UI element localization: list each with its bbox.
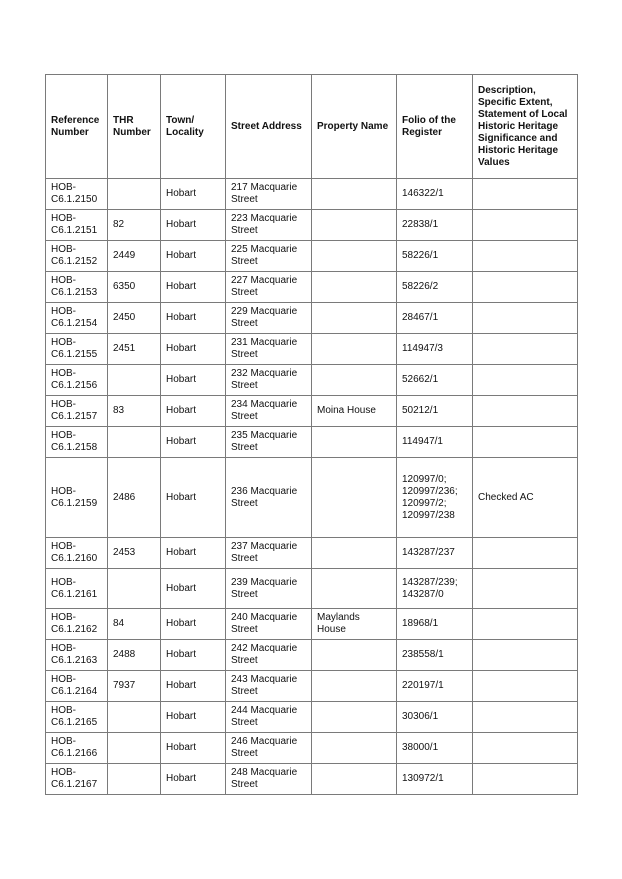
table-row — [46, 396, 578, 427]
reference-number-cell: HOB-C6.1.2157 — [46, 396, 108, 427]
thr-number-cell: 2450 — [108, 303, 161, 334]
table-row — [46, 671, 578, 702]
property-name-cell — [312, 733, 397, 764]
reference-number-cell: HOB-C6.1.2158 — [46, 427, 108, 458]
table-row — [46, 303, 578, 334]
header-reference-number: Reference Number — [46, 75, 108, 179]
description-cell — [473, 179, 578, 210]
town-cell: Hobart — [161, 458, 226, 538]
town-cell: Hobart — [161, 396, 226, 427]
folio-cell: 120997/0; 120997/236; 120997/2; 120997/238 — [397, 458, 473, 538]
town-cell: Hobart — [161, 733, 226, 764]
folio-cell: 30306/1 — [397, 702, 473, 733]
folio-cell: 220197/1 — [397, 671, 473, 702]
street-address-cell: 243 Macquarie Street — [226, 671, 312, 702]
table-row — [46, 569, 578, 609]
street-address-cell: 225 Macquarie Street — [226, 241, 312, 272]
town-cell: Hobart — [161, 272, 226, 303]
reference-number-cell: HOB-C6.1.2165 — [46, 702, 108, 733]
property-name-cell: Moina House — [312, 396, 397, 427]
property-name-cell: Maylands House — [312, 609, 397, 640]
description-cell: Checked AC — [473, 458, 578, 538]
town-cell: Hobart — [161, 764, 226, 795]
description-cell — [473, 210, 578, 241]
street-address-cell: 246 Macquarie Street — [226, 733, 312, 764]
table-row — [46, 764, 578, 795]
description-cell — [473, 334, 578, 365]
street-address-cell: 229 Macquarie Street — [226, 303, 312, 334]
description-cell — [473, 365, 578, 396]
street-address-cell: 236 Macquarie Street — [226, 458, 312, 538]
description-cell — [473, 569, 578, 609]
thr-number-cell — [108, 702, 161, 733]
folio-cell: 38000/1 — [397, 733, 473, 764]
property-name-cell — [312, 458, 397, 538]
town-cell: Hobart — [161, 671, 226, 702]
property-name-cell — [312, 303, 397, 334]
table-row — [46, 241, 578, 272]
street-address-cell: 235 Macquarie Street — [226, 427, 312, 458]
street-address-cell: 217 Macquarie Street — [226, 179, 312, 210]
town-cell: Hobart — [161, 334, 226, 365]
description-cell — [473, 272, 578, 303]
reference-number-cell: HOB-C6.1.2161 — [46, 569, 108, 609]
header-town-locality: Town/ Locality — [161, 75, 226, 179]
thr-number-cell: 82 — [108, 210, 161, 241]
property-name-cell — [312, 365, 397, 396]
header-street-address: Street Address — [226, 75, 312, 179]
thr-number-cell — [108, 427, 161, 458]
town-cell: Hobart — [161, 538, 226, 569]
thr-number-cell: 2451 — [108, 334, 161, 365]
street-address-cell: 242 Macquarie Street — [226, 640, 312, 671]
property-name-cell — [312, 640, 397, 671]
folio-cell: 143287/237 — [397, 538, 473, 569]
folio-cell: 130972/1 — [397, 764, 473, 795]
property-name-cell — [312, 179, 397, 210]
folio-cell: 58226/2 — [397, 272, 473, 303]
description-cell — [473, 396, 578, 427]
folio-cell: 50212/1 — [397, 396, 473, 427]
folio-cell: 114947/3 — [397, 334, 473, 365]
table-body — [46, 179, 578, 795]
description-cell — [473, 671, 578, 702]
folio-cell: 52662/1 — [397, 365, 473, 396]
table-row — [46, 538, 578, 569]
thr-number-cell: 83 — [108, 396, 161, 427]
street-address-cell: 234 Macquarie Street — [226, 396, 312, 427]
table-row — [46, 179, 578, 210]
reference-number-cell: HOB-C6.1.2167 — [46, 764, 108, 795]
property-name-cell — [312, 272, 397, 303]
town-cell: Hobart — [161, 609, 226, 640]
reference-number-cell: HOB-C6.1.2164 — [46, 671, 108, 702]
town-cell: Hobart — [161, 303, 226, 334]
street-address-cell: 240 Macquarie Street — [226, 609, 312, 640]
town-cell: Hobart — [161, 569, 226, 609]
reference-number-cell: HOB-C6.1.2156 — [46, 365, 108, 396]
reference-number-cell: HOB-C6.1.2163 — [46, 640, 108, 671]
table-row — [46, 640, 578, 671]
folio-cell: 146322/1 — [397, 179, 473, 210]
folio-cell: 18968/1 — [397, 609, 473, 640]
table-row — [46, 458, 578, 538]
description-cell — [473, 609, 578, 640]
street-address-cell: 248 Macquarie Street — [226, 764, 312, 795]
heritage-register-table — [45, 74, 578, 795]
header-property-name: Property Name — [312, 75, 397, 179]
table-row — [46, 365, 578, 396]
street-address-cell: 227 Macquarie Street — [226, 272, 312, 303]
thr-number-cell — [108, 365, 161, 396]
town-cell: Hobart — [161, 365, 226, 396]
table-header-row — [46, 75, 578, 179]
reference-number-cell: HOB-C6.1.2154 — [46, 303, 108, 334]
street-address-cell: 237 Macquarie Street — [226, 538, 312, 569]
folio-cell: 143287/239; 143287/0 — [397, 569, 473, 609]
description-cell — [473, 702, 578, 733]
thr-number-cell: 2449 — [108, 241, 161, 272]
thr-number-cell: 2488 — [108, 640, 161, 671]
reference-number-cell: HOB-C6.1.2150 — [46, 179, 108, 210]
folio-cell: 114947/1 — [397, 427, 473, 458]
folio-cell: 58226/1 — [397, 241, 473, 272]
description-cell — [473, 241, 578, 272]
thr-number-cell — [108, 733, 161, 764]
reference-number-cell: HOB-C6.1.2159 — [46, 458, 108, 538]
property-name-cell — [312, 210, 397, 241]
street-address-cell: 232 Macquarie Street — [226, 365, 312, 396]
reference-number-cell: HOB-C6.1.2152 — [46, 241, 108, 272]
town-cell: Hobart — [161, 179, 226, 210]
property-name-cell — [312, 538, 397, 569]
town-cell: Hobart — [161, 241, 226, 272]
folio-cell: 22838/1 — [397, 210, 473, 241]
description-cell — [473, 538, 578, 569]
folio-cell: 28467/1 — [397, 303, 473, 334]
thr-number-cell — [108, 764, 161, 795]
property-name-cell — [312, 702, 397, 733]
thr-number-cell: 6350 — [108, 272, 161, 303]
property-name-cell — [312, 569, 397, 609]
reference-number-cell: HOB-C6.1.2155 — [46, 334, 108, 365]
street-address-cell: 231 Macquarie Street — [226, 334, 312, 365]
table-row — [46, 210, 578, 241]
reference-number-cell: HOB-C6.1.2166 — [46, 733, 108, 764]
table-row — [46, 272, 578, 303]
street-address-cell: 239 Macquarie Street — [226, 569, 312, 609]
town-cell: Hobart — [161, 702, 226, 733]
table-row — [46, 334, 578, 365]
thr-number-cell: 2486 — [108, 458, 161, 538]
thr-number-cell: 84 — [108, 609, 161, 640]
property-name-cell — [312, 764, 397, 795]
town-cell: Hobart — [161, 210, 226, 241]
thr-number-cell: 7937 — [108, 671, 161, 702]
town-cell: Hobart — [161, 427, 226, 458]
description-cell — [473, 427, 578, 458]
property-name-cell — [312, 241, 397, 272]
description-cell — [473, 764, 578, 795]
property-name-cell — [312, 427, 397, 458]
header-description: Description, Specific Extent, Statement of Local Historic Heritage Significance and Historic Heritage Values — [473, 75, 578, 179]
property-name-cell — [312, 334, 397, 365]
reference-number-cell: HOB-C6.1.2153 — [46, 272, 108, 303]
reference-number-cell: HOB-C6.1.2160 — [46, 538, 108, 569]
thr-number-cell: 2453 — [108, 538, 161, 569]
description-cell — [473, 733, 578, 764]
description-cell — [473, 303, 578, 334]
table-row — [46, 733, 578, 764]
table-row — [46, 427, 578, 458]
reference-number-cell: HOB-C6.1.2162 — [46, 609, 108, 640]
table-row — [46, 609, 578, 640]
property-name-cell — [312, 671, 397, 702]
street-address-cell: 244 Macquarie Street — [226, 702, 312, 733]
thr-number-cell — [108, 179, 161, 210]
folio-cell: 238558/1 — [397, 640, 473, 671]
thr-number-cell — [108, 569, 161, 609]
reference-number-cell: HOB-C6.1.2151 — [46, 210, 108, 241]
town-cell: Hobart — [161, 640, 226, 671]
street-address-cell: 223 Macquarie Street — [226, 210, 312, 241]
description-cell — [473, 640, 578, 671]
table-row — [46, 702, 578, 733]
header-thr-number: THR Number — [108, 75, 161, 179]
header-folio: Folio of the Register — [397, 75, 473, 179]
